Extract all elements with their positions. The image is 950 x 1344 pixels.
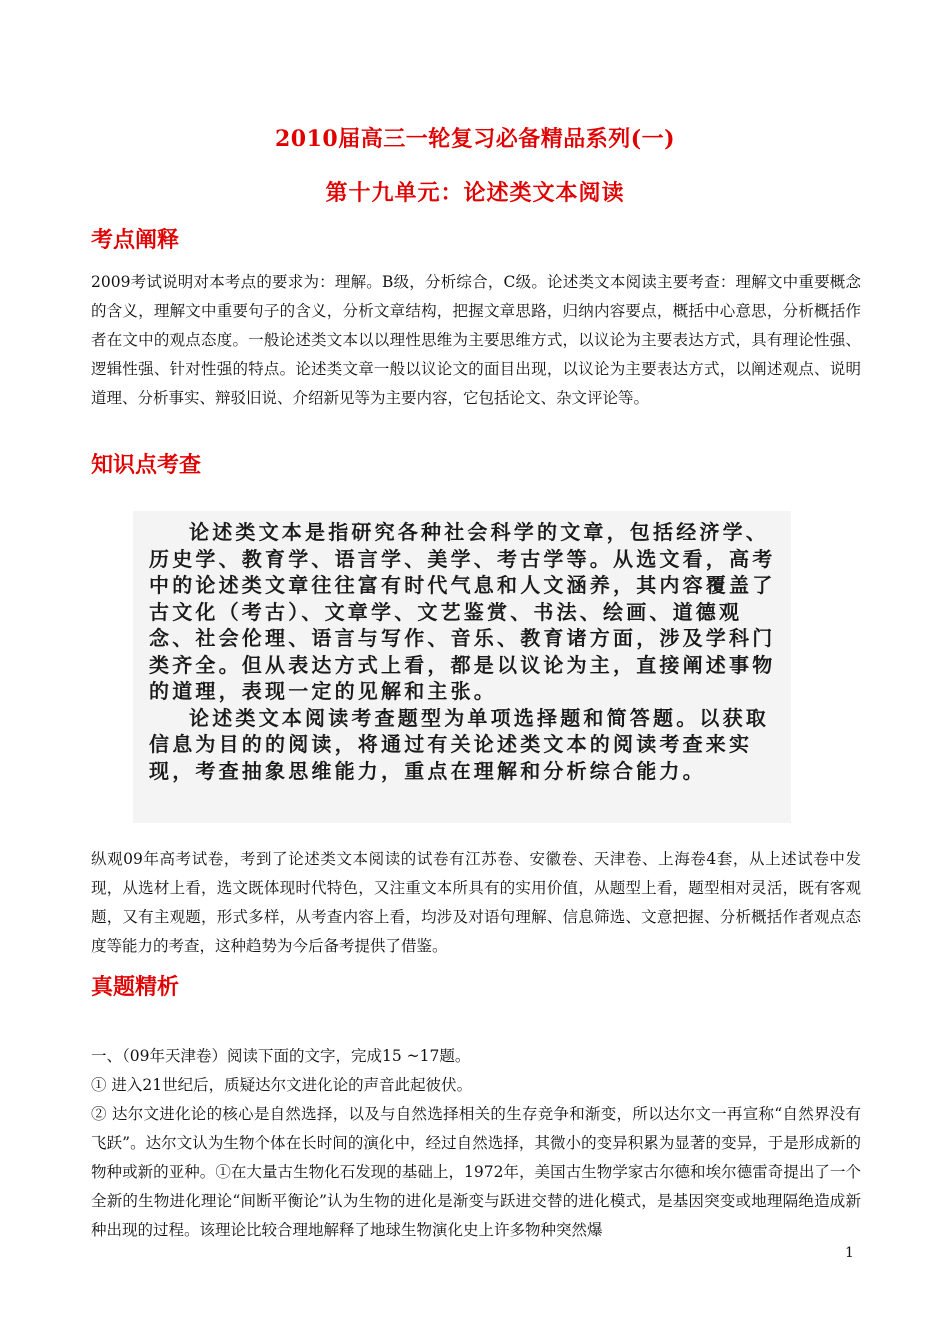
paragraph-requirements: 2009考试说明对本考点的要求为：理解。B级，分析综合，C级。论述类文本阅读主要考查：理解文中重要概念的含义，理解文中重要句子的含义，分析文章结构，把握文章思路，归纳内容要点，概括中心意思，分析概括作者在文中的观点态度。一般论述类文本以以理性思维为主要思维方式，以议论为主要表达方式，具有理论性强、逻辑性强、针对性强的特点。论述类文章一般以议论文的面目出现，以议论为主要表达方式，以阐述观点、说明道理、分析事实、辩驳旧说、介绍新见等为主要内容，它包括论文、杂文评论等。 xyxy=(91,273,861,407)
section-heading-zhenti: 真题精析 xyxy=(91,975,180,1000)
question-intro: 一、（09年天津卷）阅读下面的文字，完成15 ~17题。 xyxy=(91,1047,471,1065)
image-paragraph-1: 论述类文本是指研究各种社会科学的文章，包括经济学、历史学、教育学、语言学、美学、考古学等。从选文看，高考中的论述类文章往往富有时代气息和人文涵养，其内容覆盖了古文化（考古）、文章学、文艺鉴赏、书法、绘画、道德观念、社会伦理、语言与写作、音乐、教育诸方面，涉及学科门类齐全。但从表达方式上看，都是以议论为主，直接阐述事物的道理，表现一定的见解和主张。 xyxy=(149,520,776,703)
document-subtitle: 第十九单元：论述类文本阅读 xyxy=(325,180,625,206)
page-number: 1 xyxy=(845,1245,854,1261)
scanned-text-image xyxy=(133,511,791,823)
section-heading-zhishidian: 知识点考查 xyxy=(91,453,202,478)
document-title: 2010届高三一轮复习必备精品系列(一) xyxy=(274,126,676,152)
paragraph-overview: 纵观09年高考试卷，考到了论述类文本阅读的试卷有江苏卷、安徽卷、天津卷、上海卷4套，从上述试卷中发现，从选材上看，选文既体现时代特色，又注重文本所具有的实用价值，从题型上看，题型相对灵活，既有客观题，又有主观题，形式多样，从考查内容上看，均涉及对语句理解、信息筛选、文意把握、分析概括作者观点态度等能力的考查，这种趋势为今后备考提供了借鉴。 xyxy=(91,850,861,955)
section-heading-kaodian: 考点阐释 xyxy=(91,228,180,253)
image-paragraph-2: 论述类文本阅读考查题型为单项选择题和简答题。以获取信息为目的的阅读，将通过有关论述类文本的阅读考查来实现，考查抽象思维能力，重点在理解和分析综合能力。 xyxy=(149,705,769,783)
question-line-1: ① 进入21世纪后，质疑达尔文进化论的声音此起彼伏。 xyxy=(91,1076,473,1094)
question-line-2: ② 达尔文进化论的核心是自然选择，以及与自然选择相关的生存竞争和渐变，所以达尔文一再宣称“自然界没有飞跃”。达尔文认为生物个体在长时间的演化中，经过自然选择，其微小的变异积累为显著的变异，于是形成新的物种或新的亚种。①在大量古生物化石发现的基础上，1972年，美国古生物学家古尔德和埃尔德雷奇提出了一个全新的生物进化理论“间断平衡论”认为生物的进化是渐变与跃进交替的进化模式，是基因突变或地理隔绝造成新种出现的过程。该理论比较合理地解释了地球生物演化史上许多物种突然爆 xyxy=(91,1105,861,1239)
